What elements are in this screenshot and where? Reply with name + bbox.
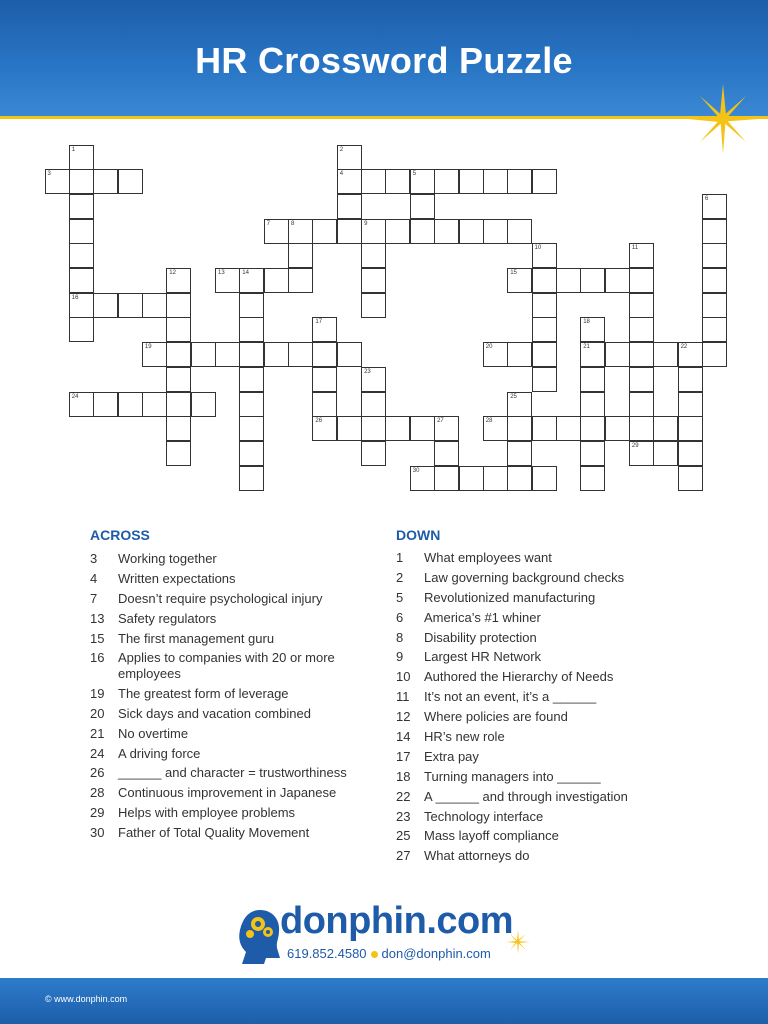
- grid-cell[interactable]: [556, 268, 581, 293]
- cell-number: 25: [510, 393, 517, 400]
- footer-bar: [0, 978, 768, 1024]
- grid-cell[interactable]: [629, 243, 654, 268]
- grid-cell[interactable]: [459, 466, 484, 491]
- clue-number: 19: [90, 685, 105, 701]
- grid-cell[interactable]: [166, 441, 191, 466]
- grid-cell[interactable]: [69, 243, 94, 268]
- grid-cell[interactable]: [702, 268, 727, 293]
- cell-number: 22: [680, 344, 688, 351]
- clue-number: 17: [396, 748, 411, 764]
- grid-cell[interactable]: [483, 342, 508, 367]
- grid-cell[interactable]: [312, 317, 337, 342]
- grid-cell[interactable]: [69, 317, 94, 342]
- grid-cell[interactable]: [239, 466, 264, 491]
- cell-number: 19: [144, 344, 152, 351]
- cell-number: 28: [485, 418, 493, 425]
- grid-cell[interactable]: [580, 466, 605, 491]
- grid-cell[interactable]: [166, 342, 191, 367]
- grid-cell[interactable]: [337, 145, 362, 170]
- down-clue: [396, 590, 676, 606]
- grid-cell[interactable]: [532, 466, 557, 491]
- grid-cell[interactable]: [410, 466, 435, 491]
- grid-cell[interactable]: [678, 416, 703, 441]
- clue-text: Written expectations: [118, 570, 236, 586]
- copyright-text: © www.donphin.com: [45, 994, 128, 1004]
- grid-cell[interactable]: [507, 416, 532, 441]
- clue-text: The first management guru: [118, 630, 275, 646]
- clue-text: Turning managers into ______: [424, 768, 601, 784]
- grid-cell[interactable]: [337, 194, 362, 219]
- grid-cell[interactable]: [361, 293, 386, 318]
- grid-cell[interactable]: [239, 441, 264, 466]
- grid-cell[interactable]: [678, 342, 703, 367]
- clue-text: Sick days and vacation combined: [118, 705, 311, 721]
- grid-cell[interactable]: [629, 441, 654, 466]
- clue-text: A ______ and through investigation: [424, 788, 628, 804]
- clue-number: 5: [396, 589, 404, 605]
- grid-cell[interactable]: [410, 416, 435, 441]
- grid-cell[interactable]: [166, 367, 191, 392]
- down-clue: [396, 729, 676, 745]
- grid-cell[interactable]: [361, 268, 386, 293]
- cell-number: 29: [631, 442, 639, 449]
- grid-cell[interactable]: [361, 416, 386, 441]
- header-banner: [0, 0, 768, 116]
- grid-cell[interactable]: [361, 367, 386, 392]
- grid-cell[interactable]: [361, 243, 386, 268]
- grid-cell[interactable]: [532, 317, 557, 342]
- cell-number: 17: [315, 319, 323, 326]
- grid-cell[interactable]: [166, 416, 191, 441]
- grid-cell[interactable]: [69, 219, 94, 244]
- across-clue: [90, 785, 370, 801]
- clue-number: 9: [396, 649, 404, 665]
- grid-cell[interactable]: [605, 268, 630, 293]
- cell-number: 14: [242, 270, 249, 276]
- cell-number: 11: [631, 245, 639, 252]
- clue-number: 27: [396, 848, 411, 864]
- clue-number: 10: [396, 669, 411, 685]
- cell-number: 20: [485, 344, 493, 351]
- contact-line: [287, 946, 491, 961]
- grid-cell[interactable]: [239, 268, 264, 293]
- clue-number: 22: [396, 788, 411, 804]
- grid-cell[interactable]: [629, 367, 654, 392]
- grid-cell[interactable]: [702, 219, 727, 244]
- grid-cell[interactable]: [239, 342, 264, 367]
- across-clue: [90, 551, 370, 567]
- cell-number: 9: [364, 220, 368, 227]
- grid-cell[interactable]: [239, 392, 264, 417]
- grid-cell[interactable]: [580, 342, 605, 367]
- logo-star-icon: [506, 930, 530, 954]
- cell-number: 26: [315, 418, 323, 425]
- clue-text: The greatest form of leverage: [118, 685, 289, 701]
- grid-cell[interactable]: [702, 342, 727, 367]
- grid-cell[interactable]: [483, 416, 508, 441]
- across-clue: [90, 571, 370, 587]
- across-clue: [90, 805, 370, 821]
- clue-text: ______ and character = trustworthiness: [118, 765, 347, 781]
- clue-text: Disability protection: [424, 629, 537, 645]
- grid-cell[interactable]: [361, 169, 386, 194]
- clue-text: Authored the Hierarchy of Needs: [424, 669, 614, 685]
- email-address: don@donphin.com: [381, 946, 491, 961]
- down-heading: DOWN: [396, 527, 441, 543]
- grid-cell[interactable]: [191, 342, 216, 367]
- clue-text: What attorneys do: [424, 848, 530, 864]
- clue-text: Father of Total Quality Movement: [118, 825, 310, 841]
- cell-number: 21: [583, 344, 590, 351]
- grid-cell[interactable]: [337, 416, 362, 441]
- clue-number: 13: [90, 610, 105, 626]
- down-clue: [396, 789, 676, 805]
- grid-cell[interactable]: [361, 219, 386, 244]
- grid-cell[interactable]: [678, 466, 703, 491]
- clue-text: Extra pay: [424, 748, 479, 764]
- clue-number: 21: [90, 725, 105, 741]
- grid-cell[interactable]: [532, 268, 557, 293]
- down-clue: [396, 630, 676, 646]
- cell-number: 6: [705, 195, 709, 202]
- clue-number: 23: [396, 808, 411, 824]
- clue-text: HR’s new role: [424, 729, 505, 745]
- grid-cell[interactable]: [69, 145, 94, 170]
- grid-cell[interactable]: [312, 416, 337, 441]
- grid-cell[interactable]: [507, 441, 532, 466]
- across-clue-list: [90, 551, 370, 845]
- clue-number: 28: [90, 785, 105, 801]
- header-rule: [0, 116, 768, 119]
- donphin-logo: [236, 900, 536, 970]
- clue-number: 18: [396, 768, 411, 784]
- down-clue: [396, 649, 676, 665]
- grid-cell[interactable]: [629, 293, 654, 318]
- grid-cell[interactable]: [410, 194, 435, 219]
- clue-text: No overtime: [118, 725, 189, 741]
- grid-cell[interactable]: [118, 293, 143, 318]
- clue-text: Largest HR Network: [424, 649, 542, 665]
- grid-cell[interactable]: [532, 293, 557, 318]
- down-clue: [396, 769, 676, 785]
- grid-cell[interactable]: [69, 293, 94, 318]
- grid-cell[interactable]: [507, 219, 532, 244]
- grid-cell[interactable]: [507, 466, 532, 491]
- across-clue: [90, 611, 370, 627]
- down-clue: [396, 848, 676, 864]
- across-clue: [90, 726, 370, 742]
- grid-cell[interactable]: [507, 342, 532, 367]
- grid-cell[interactable]: [337, 219, 362, 244]
- clue-text: Revolutionized manufacturing: [424, 589, 596, 605]
- grid-cell[interactable]: [312, 392, 337, 417]
- clue-text: America’s #1 whiner: [424, 609, 541, 625]
- clue-number: 16: [90, 650, 105, 666]
- grid-cell[interactable]: [166, 317, 191, 342]
- grid-cell[interactable]: [580, 268, 605, 293]
- clue-text: Law governing background checks: [424, 569, 625, 585]
- grid-cell[interactable]: [629, 392, 654, 417]
- down-clue: [396, 749, 676, 765]
- down-clue: [396, 669, 676, 685]
- grid-cell[interactable]: [142, 293, 167, 318]
- across-clue: [90, 591, 370, 607]
- clue-text: Helps with employee problems: [118, 805, 296, 821]
- cell-number: 15: [510, 270, 517, 276]
- grid-cell[interactable]: [385, 219, 410, 244]
- separator-dot: [371, 951, 378, 958]
- cell-number: 24: [71, 393, 79, 400]
- grid-cell[interactable]: [118, 392, 143, 417]
- grid-cell[interactable]: [142, 342, 167, 367]
- grid-cell[interactable]: [166, 293, 191, 318]
- grid-cell[interactable]: [532, 243, 557, 268]
- phone-number: 619.852.4580: [287, 946, 367, 961]
- grid-cell[interactable]: [45, 169, 70, 194]
- grid-cell[interactable]: [93, 293, 118, 318]
- grid-cell[interactable]: [532, 367, 557, 392]
- grid-cell[interactable]: [434, 466, 459, 491]
- grid-cell[interactable]: [239, 293, 264, 318]
- down-clue: [396, 689, 676, 705]
- grid-cell[interactable]: [678, 441, 703, 466]
- grid-cell[interactable]: [118, 169, 143, 194]
- grid-cell[interactable]: [580, 441, 605, 466]
- clue-text: Continuous improvement in Japanese: [118, 785, 337, 801]
- grid-cell[interactable]: [702, 293, 727, 318]
- grid-cell[interactable]: [337, 342, 362, 367]
- cell-number: 2: [339, 146, 344, 153]
- grid-cell[interactable]: [507, 169, 532, 194]
- cell-number: 12: [169, 270, 176, 276]
- grid-cell[interactable]: [434, 416, 459, 441]
- grid-cell[interactable]: [69, 392, 94, 417]
- grid-cell[interactable]: [69, 169, 94, 194]
- cell-number: 18: [583, 319, 590, 326]
- grid-cell[interactable]: [166, 268, 191, 293]
- grid-cell[interactable]: [605, 416, 630, 441]
- grid-cell[interactable]: [653, 416, 678, 441]
- grid-cell[interactable]: [678, 392, 703, 417]
- grid-cell[interactable]: [702, 317, 727, 342]
- clue-number: 2: [396, 569, 404, 585]
- grid-cell[interactable]: [434, 169, 459, 194]
- grid-cell[interactable]: [385, 416, 410, 441]
- grid-cell[interactable]: [483, 219, 508, 244]
- grid-cell[interactable]: [678, 367, 703, 392]
- cell-number: 3: [47, 171, 51, 178]
- cell-number: 10: [534, 245, 542, 252]
- cell-number: 16: [71, 294, 79, 301]
- across-clue: [90, 746, 370, 762]
- across-clue: [90, 650, 370, 681]
- cell-number: 5: [412, 171, 417, 178]
- grid-cell[interactable]: [337, 169, 362, 194]
- grid-cell[interactable]: [580, 392, 605, 417]
- clue-number: 7: [90, 590, 98, 606]
- cell-number: 7: [266, 220, 270, 227]
- cell-number: 23: [364, 368, 371, 375]
- grid-cell[interactable]: [507, 268, 532, 293]
- grid-cell[interactable]: [191, 392, 216, 417]
- clue-text: A driving force: [118, 745, 201, 761]
- grid-cell[interactable]: [483, 169, 508, 194]
- logo-wordmark: donphin.com: [280, 900, 514, 942]
- clue-number: 3: [90, 551, 98, 566]
- across-clue: [90, 686, 370, 702]
- clue-text: Safety regulators: [118, 610, 217, 626]
- clue-text: Doesn’t require psychological injury: [118, 590, 323, 606]
- grid-cell[interactable]: [459, 169, 484, 194]
- clue-number: 1: [396, 550, 404, 565]
- grid-cell[interactable]: [166, 392, 191, 417]
- clue-number: 6: [396, 609, 404, 625]
- cell-number: 1: [71, 146, 76, 153]
- clue-text: Applies to companies with 20 or more employees: [118, 650, 335, 681]
- down-clue: [396, 809, 676, 825]
- grid-cell[interactable]: [93, 392, 118, 417]
- grid-cell[interactable]: [434, 219, 459, 244]
- grid-cell[interactable]: [239, 416, 264, 441]
- cell-number: 13: [218, 270, 225, 276]
- across-clue: [90, 631, 370, 647]
- grid-cell[interactable]: [459, 219, 484, 244]
- clue-number: 15: [90, 630, 105, 646]
- down-clue: [396, 610, 676, 626]
- down-clue: [396, 550, 676, 566]
- clue-number: 25: [396, 828, 411, 844]
- grid-cell[interactable]: [288, 268, 313, 293]
- grid-cell[interactable]: [653, 342, 678, 367]
- grid-cell[interactable]: [580, 416, 605, 441]
- grid-cell[interactable]: [264, 342, 289, 367]
- clue-number: 14: [396, 729, 411, 745]
- grid-cell[interactable]: [629, 416, 654, 441]
- grid-cell[interactable]: [702, 194, 727, 219]
- clue-number: 29: [90, 805, 105, 821]
- clue-number: 4: [90, 570, 98, 586]
- across-heading: ACROSS: [90, 527, 150, 543]
- grid-cell[interactable]: [629, 268, 654, 293]
- grid-cell[interactable]: [605, 342, 630, 367]
- grid-cell[interactable]: [410, 169, 435, 194]
- grid-cell[interactable]: [361, 441, 386, 466]
- cell-number: 30: [412, 467, 420, 474]
- grid-cell[interactable]: [580, 317, 605, 342]
- head-gears-icon: [236, 906, 284, 964]
- cell-number: 4: [339, 171, 344, 178]
- grid-cell[interactable]: [312, 342, 337, 367]
- clue-number: 30: [90, 825, 105, 841]
- grid-cell[interactable]: [532, 169, 557, 194]
- grid-cell[interactable]: [288, 219, 313, 244]
- across-clue: [90, 706, 370, 722]
- grid-cell[interactable]: [215, 342, 240, 367]
- grid-cell[interactable]: [264, 219, 289, 244]
- grid-cell[interactable]: [312, 367, 337, 392]
- grid-cell[interactable]: [653, 441, 678, 466]
- across-clue: [90, 765, 370, 781]
- grid-cell[interactable]: [410, 219, 435, 244]
- clue-text: Technology interface: [424, 808, 544, 824]
- cell-number: 27: [437, 418, 444, 425]
- grid-cell[interactable]: [629, 317, 654, 342]
- grid-cell[interactable]: [264, 268, 289, 293]
- grid-cell[interactable]: [239, 317, 264, 342]
- grid-cell[interactable]: [434, 441, 459, 466]
- grid-cell[interactable]: [507, 392, 532, 417]
- grid-cell[interactable]: [629, 342, 654, 367]
- star-icon: [688, 84, 758, 154]
- clue-number: 24: [90, 745, 105, 761]
- clue-number: 11: [396, 689, 410, 705]
- grid-cell[interactable]: [361, 392, 386, 417]
- grid-cell[interactable]: [142, 392, 167, 417]
- page-title: HR Crossword Puzzle: [195, 40, 573, 81]
- grid-cell[interactable]: [288, 243, 313, 268]
- grid-cell[interactable]: [385, 169, 410, 194]
- grid-cell[interactable]: [532, 342, 557, 367]
- clue-number: 20: [90, 705, 105, 721]
- grid-cell[interactable]: [556, 416, 581, 441]
- grid-cell[interactable]: [215, 268, 240, 293]
- grid-cell[interactable]: [288, 342, 313, 367]
- grid-cell[interactable]: [532, 416, 557, 441]
- down-clue-list: [396, 550, 676, 868]
- clue-number: 12: [396, 709, 411, 725]
- grid-cell[interactable]: [580, 367, 605, 392]
- across-clue: [90, 825, 370, 841]
- down-clue: [396, 570, 676, 586]
- grid-cell[interactable]: [239, 367, 264, 392]
- grid-cell[interactable]: [69, 268, 94, 293]
- grid-cell[interactable]: [312, 219, 337, 244]
- clue-text: Where policies are found: [424, 709, 568, 725]
- down-clue: [396, 709, 676, 725]
- grid-cell[interactable]: [69, 194, 94, 219]
- grid-cell[interactable]: [93, 169, 118, 194]
- clue-number: 8: [396, 629, 404, 645]
- grid-cell[interactable]: [483, 466, 508, 491]
- cell-number: 8: [291, 220, 295, 227]
- clue-text: Mass layoff compliance: [424, 828, 559, 844]
- down-clue: [396, 828, 676, 844]
- clue-text: What employees want: [424, 550, 552, 565]
- clue-text: It’s not an event, it’s a ______: [424, 689, 597, 705]
- clue-text: Working together: [118, 551, 217, 566]
- grid-cell[interactable]: [702, 243, 727, 268]
- clue-number: 26: [90, 765, 105, 781]
